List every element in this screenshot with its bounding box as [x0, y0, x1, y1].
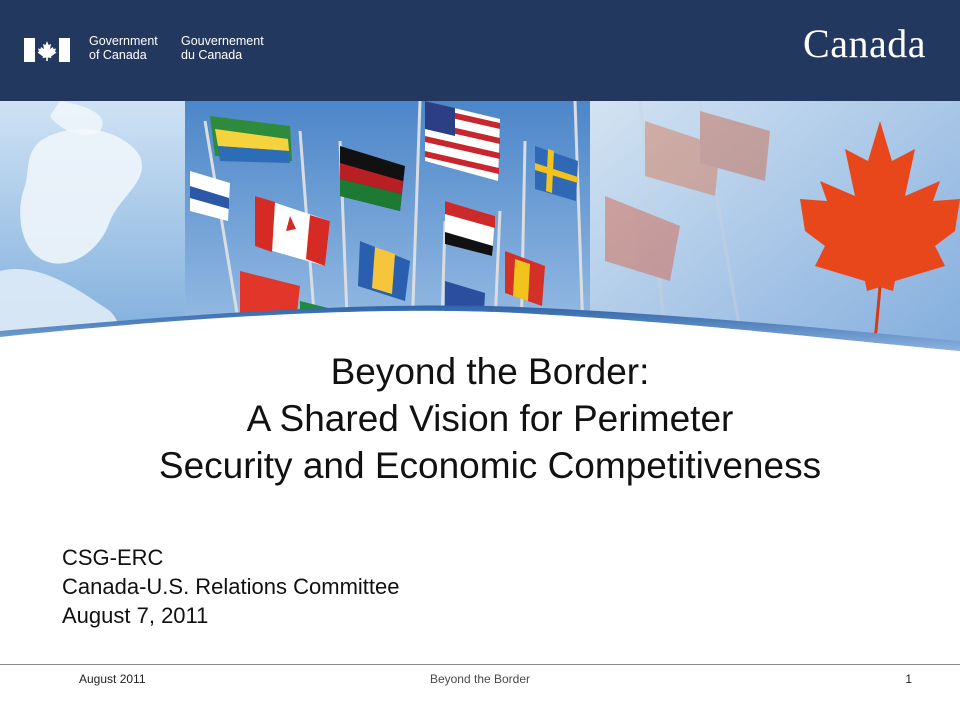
header-bar	[0, 0, 960, 101]
government-of-canada-label	[89, 34, 158, 62]
gouvernement-du-canada-label	[181, 34, 264, 62]
subtitle-line-2: Canada-U.S. Relations Committee	[62, 574, 400, 599]
subtitle-line-3: August 7, 2011	[62, 603, 209, 628]
slide-subtitle	[62, 543, 762, 630]
goc-english-line-2: of Canada	[89, 48, 147, 62]
canada-flag-icon	[24, 38, 70, 62]
page-number: 1	[905, 672, 912, 686]
title-line-2: A Shared Vision for Perimeter	[246, 398, 734, 439]
canada-wordmark: Canada	[803, 21, 926, 66]
slide-title	[60, 348, 920, 489]
goc-french-line-1: Gouvernement	[181, 34, 264, 48]
footer-divider	[0, 664, 960, 665]
footer-date: August 2011	[79, 672, 146, 686]
footer-title: Beyond the Border	[429, 672, 531, 686]
title-line-1: Beyond the Border:	[330, 351, 650, 392]
goc-english-line-1: Government	[89, 34, 158, 48]
goc-french-line-2: du Canada	[181, 48, 243, 62]
subtitle-line-1: CSG-ERC	[62, 545, 164, 570]
title-line-3: Security and Economic Competitiveness	[158, 445, 822, 486]
